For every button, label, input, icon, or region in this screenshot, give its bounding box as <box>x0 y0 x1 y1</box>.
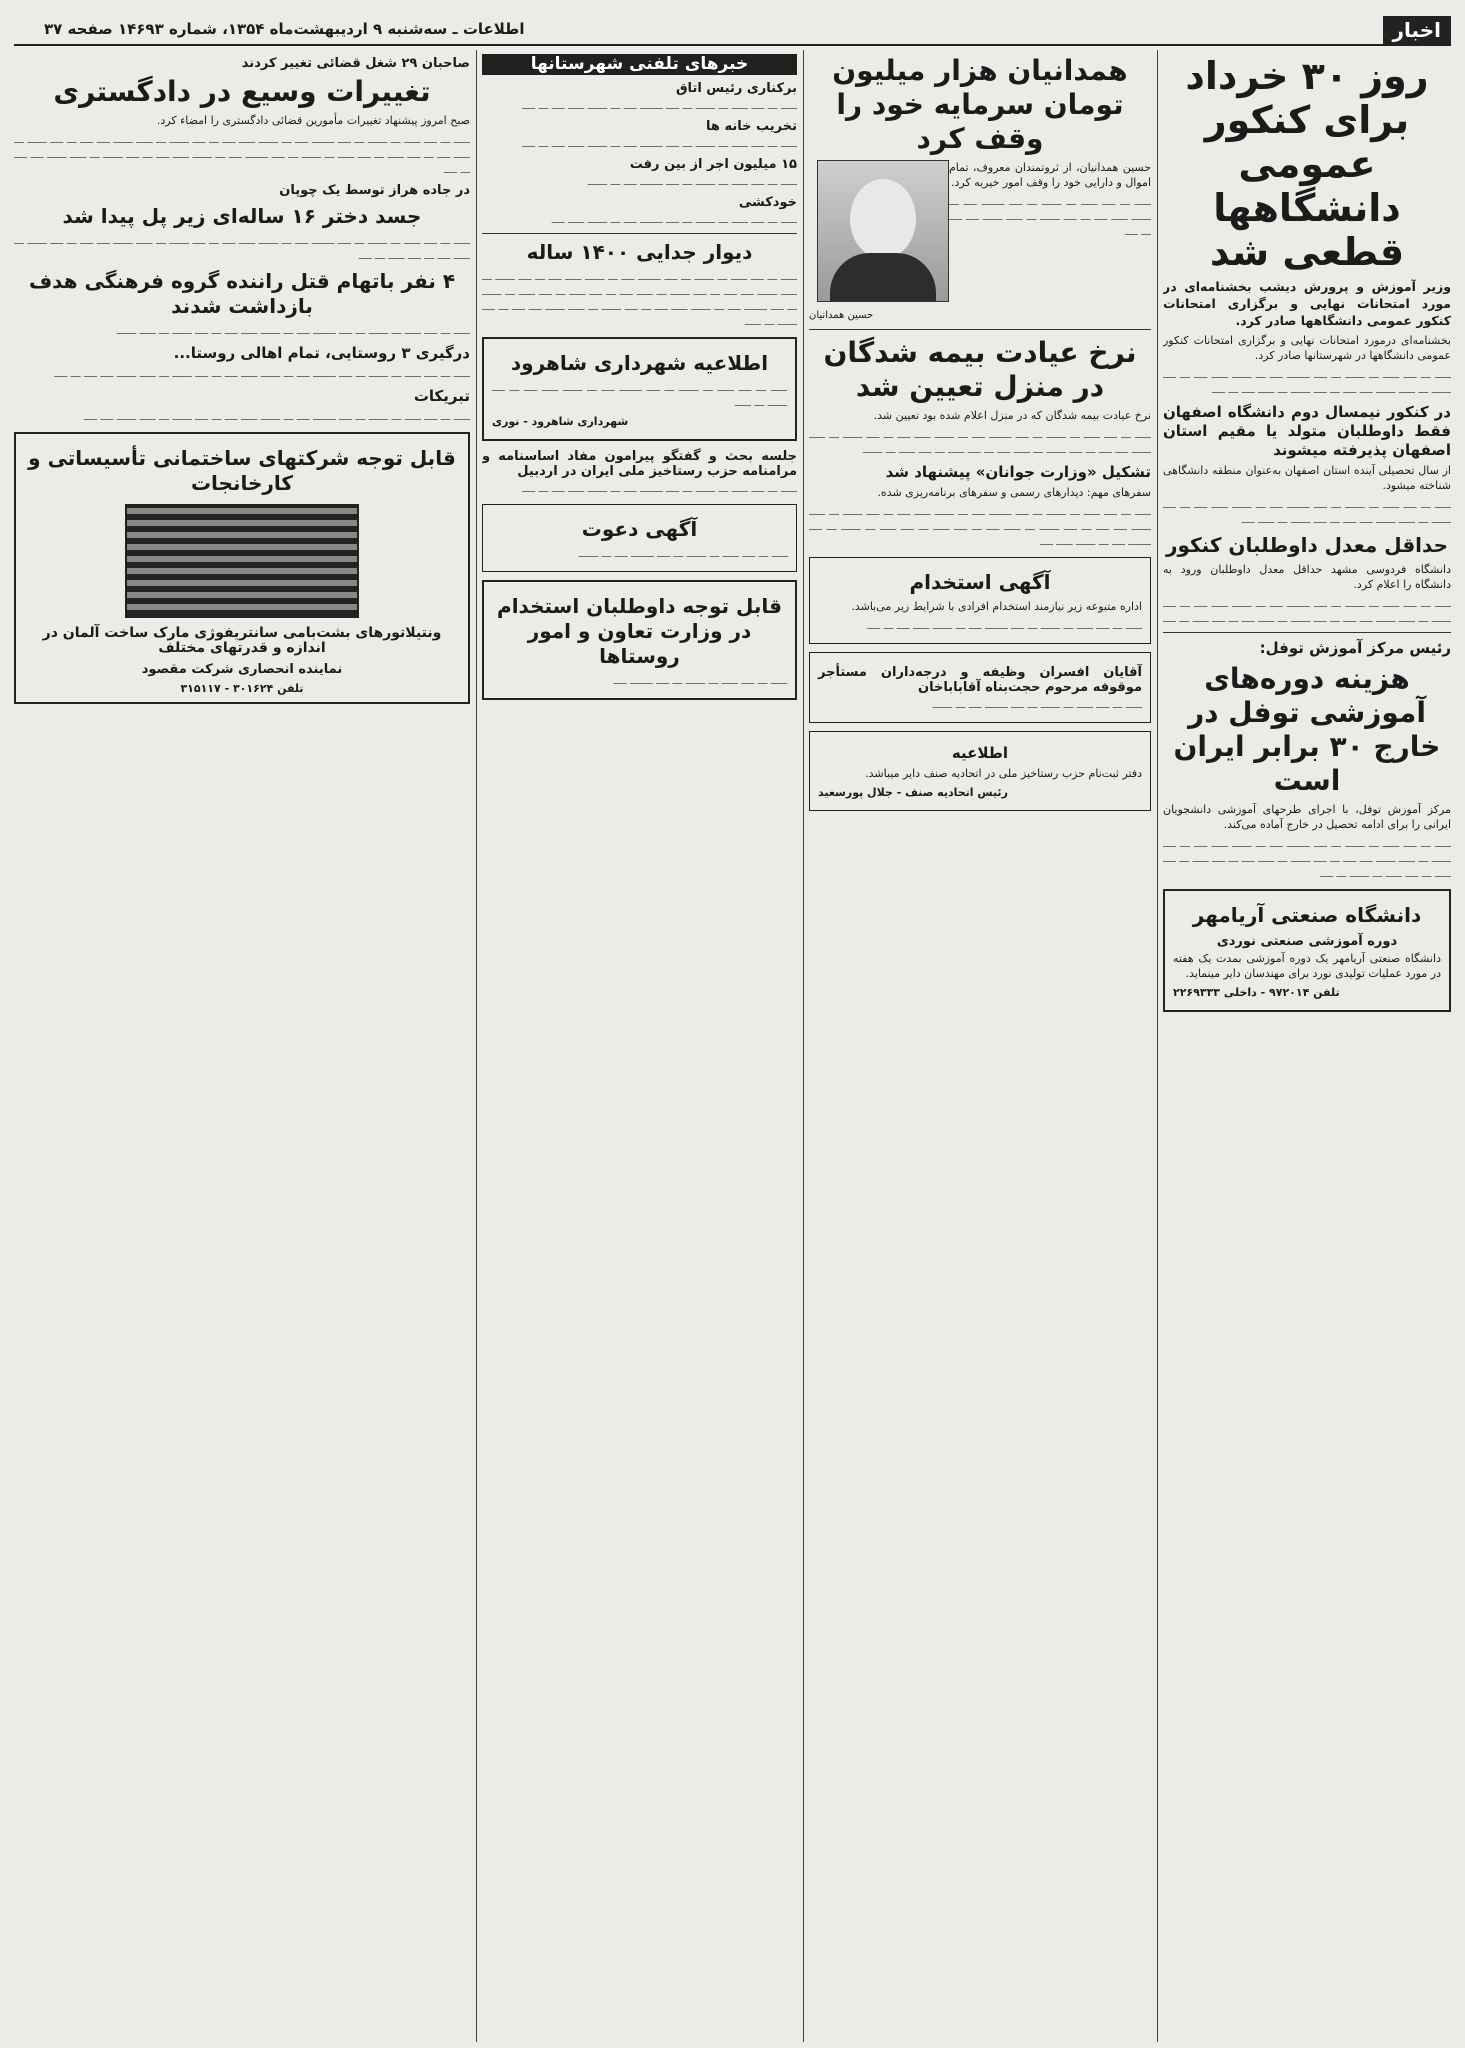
subheading: رئیس مرکز آموزش توفل: <box>1259 639 1451 657</box>
column-rule <box>803 50 804 2042</box>
advertisement-university <box>1163 889 1451 1012</box>
ad-body-filler: ـــــ ـــ ــــ ـــــ ـــ ــــــ ـــ ــــ ـــــــ ــــ ـــ ــــــ <box>578 547 788 560</box>
headline: دیوار جدایی ۱۴۰۰ ساله <box>526 240 753 264</box>
article-body-filler: ـــــ ـــ ــــ ـــــ ـــ ــــــ ـــ ــــ ـــــــ ــــ ـــ ــــــ ـــــ ــــ ـــ ــــ ــــــ ـــ ـــــ ــــــ ــــ ــــ ـــ ــــ <box>54 367 470 380</box>
article-body-filler: ـــــ ـــ ــــ ـــــ ـــ ــــــ ـــ ــــ ـــــــ ــــ ـــ ــــــ ـــــ ــــ ـــ ــــ ــــــ ـــ ـــــ ــــــ ــــ ــــ ـــ ــــ ــــــ ـــ ـــــ ــــ ـــ ــــ ـــــ ـــ ــــ ـــــ ـــ ــــــ ـــ ــــ ـــــــ ــــ ـــ ــــــ ـــــ ــــ ـــ ــــ ــــــ ـــ ـــــ ــــــ ــــ ــــ ـــ ــــ ــــــ ـــ ـــــ <box>482 270 797 328</box>
ad-title: قابل توجه داوطلبان استخدام در وزارت تعاون و امور روستاها <box>497 594 782 668</box>
subheading: ۱۵ میلیون اجر از بین رفت <box>629 157 797 172</box>
advertisement-hiring <box>482 580 797 700</box>
main-headline: روز ۳۰ خرداد برای کنکور عمومی دانشگاهها قطعی شد <box>1185 54 1429 274</box>
subheading: درگیری ۳ روستایی، تمام اهالی روستا... <box>173 344 470 362</box>
subheading: تبریکات <box>413 387 470 405</box>
ad-body: اداره متبوعه زیر نیازمند استخدام افرادی با شرایط زیر می‌باشد. <box>851 600 1142 613</box>
ventilator-illustration <box>125 504 359 618</box>
subheading: تخریب خانه ها <box>706 119 797 134</box>
subheading: برکناری رئیس اتاق <box>675 81 797 96</box>
photo-body <box>830 253 936 301</box>
section-logo: اخبار <box>1383 16 1451 44</box>
photo-face <box>850 179 916 259</box>
headline: نرخ عیادت بیمه شدگان در منزل تعیین شد <box>823 336 1137 403</box>
ad-title: قابل توجه شرکتهای ساختمانی تأسیساتی و کارخانجات <box>28 446 456 495</box>
notice-body: دفتر ثبت‌نام حزب رستاخیز ملی در اتحادیه صنف دایر میباشد. <box>865 767 1142 780</box>
headline: همدانیان هزار میلیون تومان سرمایه خود را وقف کرد <box>832 54 1128 155</box>
article-body-filler: ـــــ ـــ ــــ ـــــ ـــ ــــــ ـــ ــــ ـــــــ ــــ ـــ ــــــ ـــــ ــــ ـــ ــــ ــــــ ـــ ـــــ ــــــ ــــ ــــ ـــ ــــ ــــــ ـــ ـــــ ــــ ـــ ــــ ـــــ ـــ ــــ ـــــ ـــ ــــــ ـــ ــــ ـــــــ ــــ ـــ ــــــ ـــــ ــــ ـــ ــــ ــــــ ـــ ـــــ ــــــ ــــ ــــ ـــ ــــ <box>14 133 470 176</box>
column-rule <box>476 50 477 2042</box>
ad-title: آگهی دعوت <box>581 517 698 541</box>
ad-contact: تلفن ۹۷۲۰۱۴ - داخلی ۲۲۶۹۳۳۳ <box>1173 986 1340 999</box>
column-rule <box>1157 50 1158 2042</box>
article-body: صبح امروز پیشنهاد تغییرات مأمورین قضائی دادگستری را امضاء کرد. <box>156 114 470 127</box>
portrait-photo <box>817 160 949 302</box>
article-body: سفرهای مهم: دیدارهای رسمی و سفرهای برنامه‌ریزی شده. <box>877 486 1151 499</box>
newspaper-page <box>14 6 1451 2042</box>
publication-info: اطلاعات ـ سه‌شنبه ۹ اردیبهشت‌ماه ۱۳۵۴، شماره ۱۴۶۹۳ صفحه ۳۷ <box>44 20 525 38</box>
article-body: مرکز آموزش توفل، با اجرای طرحهای آموزشی دانشجویان ایرانی را برای ادامه تحصیل در خارج آماده می‌کند. <box>1163 803 1451 831</box>
page-header <box>14 16 1451 46</box>
article-body: حسین همدانیان، از ثروتمندان معروف، تمام اموال و دارایی خود را وقف امور خیریه کرد. <box>949 161 1151 189</box>
article-body-filler: ـــــ ـــ ــــ ـــــ ـــ ــــــ ـــ ــــ ـــــــ ــــ ـــ ــــــ ـــــ ــــ ـــ ــــ <box>522 137 797 150</box>
column-provinces <box>482 50 797 2042</box>
ad-body-filler: ـــــ ـــ ــــ ـــــ ـــ ــــــ ـــ ــــ ـــــــ ــــ ـــ ــــــ ـــــ ــــ ـــ ــــ ــــــ ـــ ـــــ <box>492 381 787 409</box>
article-body-filler: ـــــ ـــ ــــ ـــــ ـــ ــــــ ـــ ــــ ـــــــ ــــ ـــ ــــــ ـــــ ــــ <box>551 213 797 226</box>
subheading: حداقل معدل داوطلبان کنکور <box>1165 533 1448 557</box>
ad-body-filler: ـــــ ـــ ــــ ـــــ ـــ ــــــ ـــ ــــ ـــــــ ــــ ـــ ــــــ <box>932 698 1142 711</box>
lead-paragraph: وزیر آموزش و پرورش دیشب بخشنامه‌ای در مورد امتحانات نهایی و برگزاری امتحانات کنکور عمومی دانشگاهها صادر کرد. <box>1163 279 1451 328</box>
article-body: دانشگاه فردوسی مشهد حداقل معدل داوطلبان ورود به دانشگاه را اعلام کرد. <box>1163 563 1451 591</box>
headline: ۴ نفر باتهام قتل راننده گروه فرهنگی هدف بازداشت شدند <box>28 269 456 318</box>
subheading: در کنکور نیمسال دوم دانشگاه اصفهان فقط داوطلبان متولد یا مقیم استان اصفهان پذیرفته میشوند <box>1163 403 1451 459</box>
column-news <box>809 50 1151 2042</box>
kicker: در جاده هراز توسط یک چوپان <box>279 183 470 198</box>
notice-box <box>809 731 1151 811</box>
article-body-filler: ـــــ ـــ ــــ ـــــ ـــ ــــــ ـــ ــــ ـــــــ ــــ ـــ ــــــ ـــــ ــــ ـــ ــــ ــــــ ـــ ـــــ ــــــ ــــ ــــ ـــ ــــ ــــــ ـــ ـــــ ــــ ـــ ــــ ـــــ ـــ ــــ ـــــ ـــ ــــــ <box>809 428 1151 456</box>
ad-title: آقایان افسران وظیفه و درجه‌داران مستأجر موقوفه مرحوم حجت‌بناه آقابابا‌خان <box>818 665 1142 695</box>
headline: جسد دختر ۱۶ ساله‌ای زیر پل پیدا شد <box>62 204 422 228</box>
column-education <box>1163 50 1451 2042</box>
ad-representative: نماینده انحصاری شرکت مقصود <box>141 662 343 677</box>
article-body-filler: ـــــ ـــ ــــ ـــــ ـــ ــــــ ـــ ــــ ـــــــ ــــ ـــ ــــــ ـــــ ــــ ـــ ــــ ــــــ ـــ ـــــ ــــــ ــــ ــــ ـــ ــــ ــــــ ـــ ـــــ ــــ <box>1163 498 1451 526</box>
article-body: از سال تحصیلی آینده استان اصفهان به‌عنوان منطقه دانشگاهی شناخته میشود. <box>1163 464 1451 492</box>
article-body-filler: ـــــ ـــ ــــ ـــــ ـــ ــــــ ـــ ــــ ـــــــ ــــ ـــ ــــــ ـــــ ــــ ـــ ــــ ــــــ ـــ ـــــ ــــــ ــــ ــــ <box>83 410 470 423</box>
article-body-filler: ـــــ ـــ ــــ ـــــ ـــ ــــــ ـــ ــــ ـــــــ ــــ ـــ ــــــ ـــــ ــــ ـــ ــــ ــــــ ـــ ـــــ ــــــ <box>116 324 470 337</box>
column-justice <box>14 50 470 2042</box>
notice-signature: رئیس اتحادیه صنف - جلال پورسعید <box>818 786 1008 799</box>
article-body-filler: ـــــ ـــ ــــ ـــــ ـــ ــــــ ـــ ــــ ـــــــ ــــ ـــ ــــــ ـــــ ــــ ـــ ــــ <box>522 99 797 112</box>
ad-subtitle: دوره آموزشی صنعتی نوردی <box>1216 934 1398 949</box>
ad-title: آگهی استخدام <box>909 570 1051 594</box>
ad-title: اطلاعیه شهرداری شاهرود <box>510 351 769 375</box>
headline: هزینه دوره‌های آموزشی توفل در خارج ۳۰ برابر ایران است <box>1173 662 1441 797</box>
notice-title: اطلاعیه <box>951 744 1009 762</box>
ad-signature: شهرداری شاهرود - نوری <box>492 415 629 428</box>
article-body-filler: ـــــ ـــ ــــ ـــــ ـــ ــــــ ـــ ــــ ـــــــ ــــ ـــ ــــــ ـــــ ــــ ـــ ــــ ــــــ ـــ ـــــ ــــــ ــــ ــــ ـــ ــــ ــــــ ـــ ـــــ ــــ ـــ ــــ ـــــ ـــ ــــ <box>1163 597 1451 625</box>
ad-title: دانشگاه صنعتی آریامهر <box>1192 903 1422 927</box>
article-body-filler: ـــــ ـــ ــــ ـــــ ـــ ــــــ ـــ ــــ ـــــــ ــــ ـــ ــــــ ـــــ ــــ ـــ ــــ <box>522 482 797 495</box>
subheading: جلسه بحث و گفتگو پیرامون مفاد اساسنامه و مرامنامه حزب رستاخیز ملی ایران در اردبیل <box>482 449 797 479</box>
article-body-filler: ـــــ ـــ ــــ ـــــ ـــ ــــــ ـــ ــــ ـــــــ ــــ ـــ ــــــ ـــــ ــــ ـــ ــــ ــــــ ـــ ـــــ ــــــ ــــ ــــ ـــ ــــ ــــــ ـــ ـــــ ــــ ـــ ــــ <box>1163 368 1451 396</box>
ad-brand: ونتیلاتورهای بشت‌بامی سانتریفوژی مارک ساخت آلمان در اندازه و قدرتهای مختلف <box>42 625 442 656</box>
advertisement-tenants <box>809 652 1151 723</box>
article-body-filler: ـــــ ـــ ــــ ـــــ ـــ ــــــ ـــ ــــ ـــــــ ــــ ـــ ــــــ <box>587 175 797 188</box>
article-body-filler: ـــــ ـــ ــــ ـــــ ـــ ــــــ ـــ ــــ ـــــــ ــــ ـــ ــــــ ـــــ ــــ ـــ ــــ ــــــ ـــ ـــــ ــــــ ــــ ــــ ـــ ــــ <box>949 195 1151 238</box>
ad-body-filler: ـــــ ـــ ــــ ـــــ ـــ ــــــ ـــ ــــ ـــــــ ــــ ـــ ــــــ ـــــ ــــ ـــ ــــ <box>867 619 1142 632</box>
advertisement-employment <box>809 557 1151 644</box>
subheading: خودکشی <box>738 195 797 210</box>
ad-body: دانشگاه صنعتی آریامهر یک دوره آموزشی بمدت یک هفته در مورد عملیات تولیدی نورد برای مهندسان دایر مینماید. <box>1173 952 1441 980</box>
advertisement-ventilators <box>14 432 470 704</box>
advertisement-municipality <box>482 337 797 441</box>
ad-body-filler: ـــــ ـــ ــــ ـــــ ـــ ــــــ ـــ ــــ ـــــــ ــــ <box>613 674 787 687</box>
article-body-filler: ـــــ ـــ ــــ ـــــ ـــ ــــــ ـــ ــــ ـــــــ ــــ ـــ ــــــ ـــــ ــــ ـــ ــــ ــــــ ـــ ـــــ ــــــ ــــ ــــ ـــ ــــ ــــــ ـــ ـــــ ــــ ـــ ــــ ـــــ ـــ ــــ <box>14 234 470 262</box>
ad-phone: تلفن ۳۰۱۶۲۴ - ۳۱۵۱۱۷ <box>180 682 304 695</box>
section-bar: خبرهای تلفنی شهرستانها <box>482 54 797 75</box>
kicker: صاحبان ۲۹ شغل قضائی تغییر کردند <box>241 56 470 71</box>
article-body: بخشنامه‌ای درمورد امتحانات نهایی و برگزاری امتحانات کنکور عمومی دانشگاهها در شهرستانها صادر کرد. <box>1163 334 1451 362</box>
article-body-filler: ـــــ ـــ ــــ ـــــ ـــ ــــــ ـــ ــــ ـــــــ ــــ ـــ ــــــ ـــــ ــــ ـــ ــــ ــــــ ـــ ـــــ ــــــ ــــ ــــ ـــ ــــ ــــــ ـــ ـــــ ــــ ـــ ــــ ـــــ ـــ ــــ ـــــ ـــ ــــــ ـــ ــــ ـــــــ ــــ ـــ ــــــ ـــــ ــــ <box>809 505 1151 548</box>
article-body-filler: ـــــ ـــ ــــ ـــــ ـــ ــــــ ـــ ــــ ـــــــ ــــ ـــ ــــــ ـــــ ــــ ـــ ــــ ــــــ ـــ ـــــ ــــــ ــــ ــــ ـــ ــــ ــــــ ـــ ـــــ ــــ ـــ ــــ ـــــ ـــ ــــ ـــــ ـــ ــــ ـــــ ـــ ــــــ ـــ ــــ <box>1163 837 1451 880</box>
article-body: نرخ عیادت بیمه شدگان که در منزل اعلام شده بود تعیین شد. <box>873 409 1151 422</box>
photo-caption: حسین همدانیان <box>809 310 874 321</box>
subheading: تشکیل «وزارت جوانان» پیشنهاد شد <box>885 463 1151 481</box>
headline: تغییرات وسیع در دادگستری <box>53 75 431 108</box>
advertisement-invitation <box>482 504 797 572</box>
